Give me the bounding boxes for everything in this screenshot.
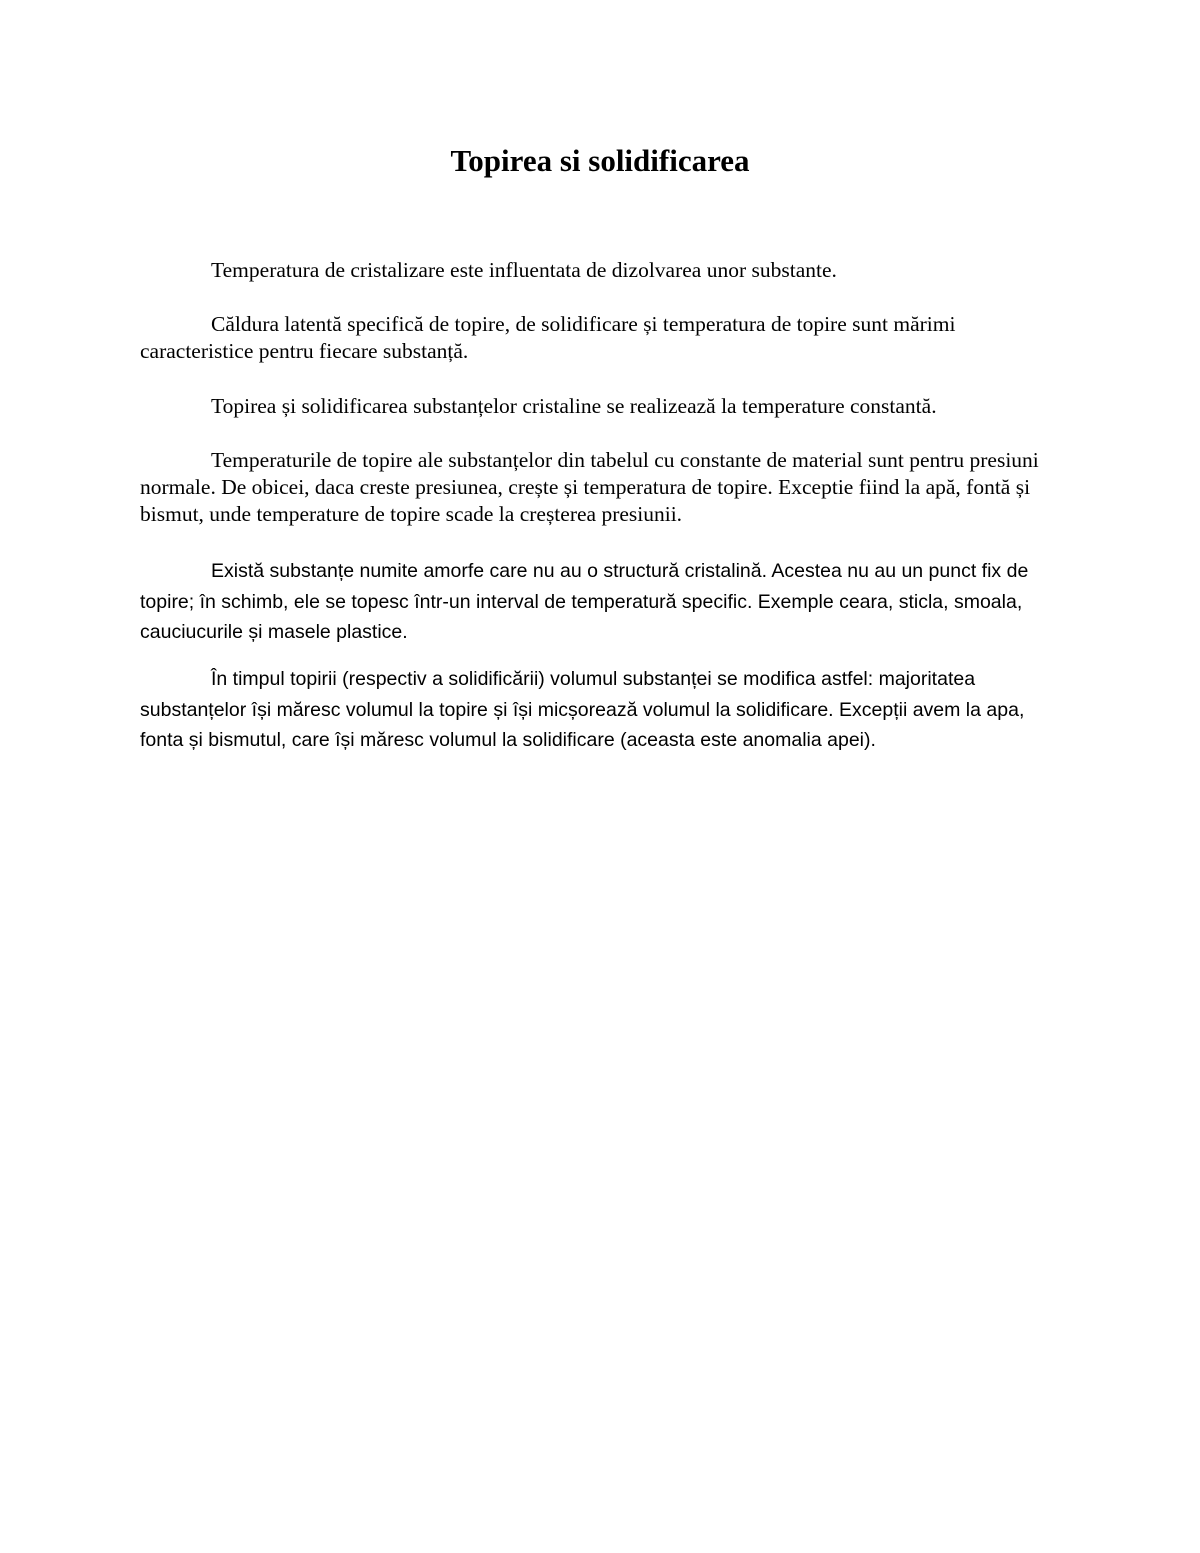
paragraph-latent-heat: Căldura latentă specifică de topire, de solidificare și temperatura de topire sunt mărimi caracteristice pentru fiecare substanță. bbox=[140, 312, 956, 363]
paragraph-constant-temperature: Topirea și solidificarea substanțelor cristaline se realizează la temperature constantă. bbox=[211, 394, 937, 418]
paragraph-pressure-effect: Temperaturile de topire ale substanțelor din tabelul cu constante de material sunt pentru presiuni normale. De obicei, daca creste presiunea, crește și temperatura de topire. Exceptie fiind la apă, fontă și bismut, unde temperature de topire scade la creșterea presiunii. bbox=[140, 448, 1039, 526]
paragraph-volume-change: În timpul topirii (respectiv a solidificării) volumul substanței se modifica astfel: majoritatea substanțelor își măresc volumul la topire și își micșorează volumul la solidificare. Excepții avem la apa, fonta și bismutul, care își măresc volumul la solidificare (aceasta este anomalia apei). bbox=[140, 668, 1025, 751]
paragraph-amorphous-substances: Există substanțe numite amorfe care nu au o structură cristalină. Acestea nu au un punct fix de topire; în schimb, ele se topesc într-un interval de temperatură specific. Exemple ceara, sticla, smoala, cauciucurile și masele plastice. bbox=[140, 560, 1029, 643]
paragraph-crystallization-temperature: Temperatura de cristalizare este influentata de dizolvarea unor substante. bbox=[211, 258, 837, 282]
page-title: Topirea si solidificarea bbox=[450, 143, 750, 178]
